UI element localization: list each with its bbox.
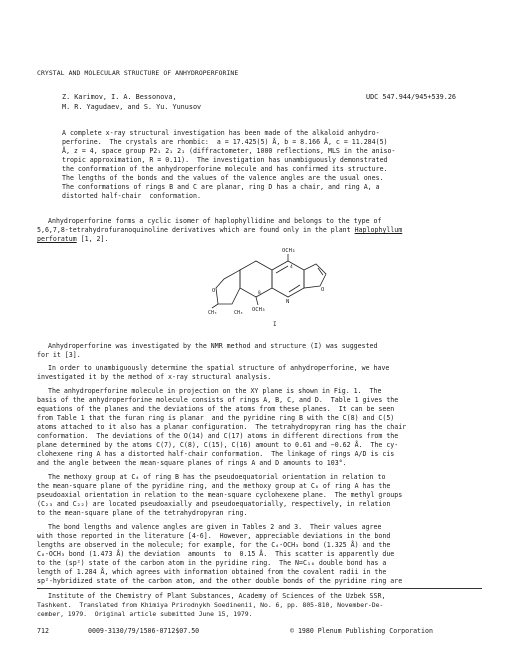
abstract-line: The lengths of the bonds and the values of the valence angles are the usual ones.: [62, 174, 384, 182]
ring-d: [216, 270, 240, 304]
authors-line-1: Z. Karimov, I. A. Bessonova,: [62, 93, 177, 101]
intro-line: [37, 235, 108, 244]
article-code: 0009-3130/79/1506-0712$07.50: [88, 627, 200, 635]
copyright-notice: © 1980 Plenum Publishing Corporation: [290, 627, 433, 635]
ring-c: [304, 264, 326, 288]
paragraph-line: The methoxy group at C₄ of ring B has the pseudoequatorial orientation in relation to: [48, 473, 386, 481]
paper-title: CRYSTAL AND MOLECULAR STRUCTURE OF ANHYDROPERFORINE: [37, 69, 239, 77]
paragraph-line: investigated it by the method of x-ray structural analysis.: [37, 373, 272, 381]
ch3b-label: CH₃: [234, 310, 244, 316]
abstract-line: the conformation of the anhydroperforine molecule and has confirmed its structure.: [62, 165, 388, 173]
footnote-divider: [37, 588, 482, 589]
paragraph-line: from Table 1 that the furan ring is planar and the pyridine ring B with the C(8) and C(5): [37, 414, 395, 422]
furan-oxygen-label: O: [321, 287, 325, 293]
ring-oxygen-label: O: [212, 288, 216, 294]
paragraph-line: basis of the anhydroperforine molecule consists of rings A, B, C, and D. Table 1 gives the: [37, 396, 399, 404]
paragraph-line: conformation. The deviations of the O(14) and C(17) atoms in different directions from the: [37, 432, 399, 440]
och3-mid-label: OCH₃: [252, 307, 266, 313]
paragraph-line: to the mean-square plane of the tetrahydropyran ring.: [37, 509, 248, 517]
nitrogen-label: N: [286, 299, 290, 305]
intro-line: Anhydroperforine forms a cyclic isomer of haplophyllidine and belongs to the type of: [48, 217, 382, 225]
paragraph-line: In order to unambiguously determine the spatial structure of anhydroperforine, we have: [48, 364, 390, 372]
abstract-line: distorted half-chair conformation.: [62, 192, 201, 200]
paragraph-line: length of 1.284 Å, which agrees with information obtained from the covalent radii in the: [37, 568, 387, 576]
paragraph-line: clohexene ring A has a distorted half-chair conformation. The linkage of rings A/D is cis: [37, 450, 395, 458]
abstract-line: perforine. The crystals are rhombic: a = 17.425(5) Å, b = 8.166 Å, c = 11.284(5): [62, 138, 388, 146]
och3-top-label: OCH₃: [282, 248, 296, 254]
paragraph-line: to the (sp²) state of the carbon atom in the pyridine ring. The N=C₁₀ double bond has a: [37, 559, 387, 567]
plant-species: perforatum: [37, 235, 77, 243]
paragraph-line: atoms attached to it also has a planar configuration. The tetrahydropyran ring has the chair: [37, 423, 407, 431]
paragraph-line: The anhydroperforine molecule in projection on the XY plane is shown in Fig. 1. The: [48, 387, 382, 395]
page-number: 712: [37, 627, 49, 635]
paragraph-line: the mean-square plane of the pyridine ring, and the methoxy group at C₈ of ring A has the: [37, 482, 391, 490]
abstract-line: A complete x-ray structural investigation has been made of the alkaloid anhydro-: [62, 129, 380, 137]
footnote-line: cember, 1979. Original article submitted June 15, 1979.: [37, 610, 253, 618]
footnote-line: Tashkent. Translated from Khimiya Prirodnykh Soedinenii, No. 6, pp. 805-810, November-De-: [37, 601, 384, 609]
atom-number-8: 8: [258, 291, 261, 296]
abstract-line: Å, z = 4, space group P2₁ 2₁ 2₁ (diffractometer, 1000 reflections, MLS in the aniso-: [62, 147, 396, 155]
paragraph-line: equations of the planes and the deviations of the atoms from these planes. It can be seen: [37, 405, 395, 413]
abstract-line: The conformations of rings B and C are planar, ring D has a chair, and ring A, a: [62, 183, 380, 191]
paragraph-line: (C₂₃ and C₂₂) are located pseudoaxially and pseudoequatorially, respectively, in relation: [37, 500, 391, 508]
paragraph-line: lengths are observed in the molecule; for example, for the C₄-OCH₃ bond (1.325 Å) and the: [37, 541, 391, 549]
paragraph-line: plane determined by the atoms C(7), C(8), C(15), C(16) amount to 0.61 and −0.62 Å. The cy-: [37, 441, 399, 449]
paragraph-line: with those reported in the literature [4-6]. However, appreciable deviations in the bond: [37, 532, 391, 540]
ring-a: [240, 261, 272, 297]
atom-number-4: 4: [290, 265, 293, 270]
paragraph-line: and the angle between the mean-square planes of rings A and D amounts to 103°.: [37, 459, 347, 467]
paragraph-line: for it [3].: [37, 351, 81, 359]
structure-figure: [210, 244, 340, 328]
paragraph-line: The bond lengths and valence angles are given in Tables 2 and 3. Their values agree: [48, 523, 382, 531]
authors-line-2: M. R. Yagudaev, and S. Yu. Yunusov: [62, 103, 202, 111]
ch3-label: CH₃: [208, 310, 218, 316]
footnote-line: Institute of the Chemistry of Plant Substances, Academy of Sciences of the Uzbek SSR,: [48, 592, 386, 600]
intro-line: [37, 226, 402, 235]
structure-label: I: [273, 321, 277, 328]
abstract-line: tropic approximation, R = 0.11). The investigation has unambiguously demonstrated: [62, 156, 388, 164]
plant-name: Haplophyllum: [354, 226, 403, 234]
udc-code: UDC 547.944/945+539.26: [366, 93, 457, 101]
paragraph-line: pseudoaxial orientation in relation to the mean-square cyclohexene plane. The methyl groups: [37, 491, 403, 499]
paragraph-line: Anhydroperforine was investigated by the NMR method and structure (I) was suggested: [48, 342, 378, 350]
paragraph-line: sp²-hybridized state of the carbon atom, and the other double bonds of the pyridine ring are: [37, 577, 403, 585]
paragraph-line: C₈-OCH₃ bond (1.473 Å) the deviation amounts to 0.15 Å. This scatter is apparently due: [37, 550, 395, 558]
intro-ref: [1, 2].: [76, 235, 109, 243]
intro-text: 5,6,7,8-tetrahydrofuranoquinoline derivatives which are found only in the plant: [37, 226, 355, 234]
